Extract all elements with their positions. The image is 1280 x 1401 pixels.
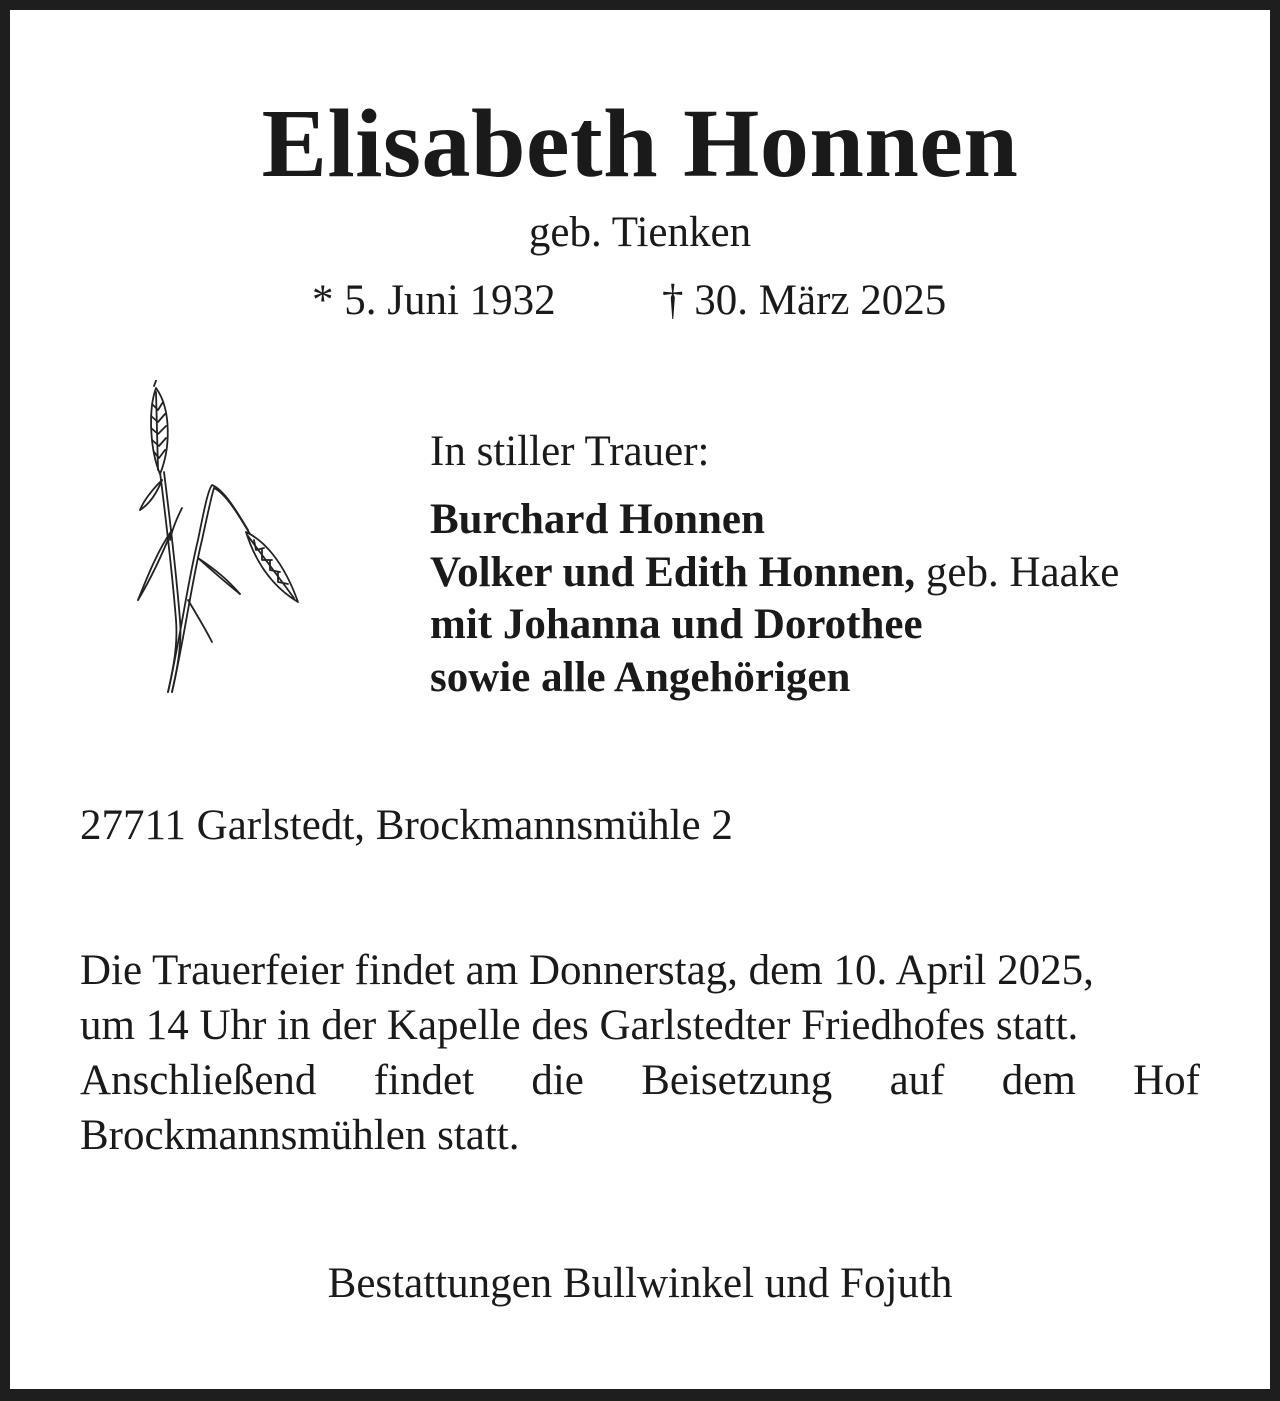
ceremony-text (80, 943, 1200, 1163)
mourner-maiden-name: geb. Haake (915, 548, 1120, 596)
deceased-name: Elisabeth Honnen (261, 90, 1019, 198)
ceremony-line-4: Brockmannsmühlen statt. (80, 1112, 520, 1159)
ceremony-word: auf (889, 1057, 945, 1104)
ceremony-word: findet (373, 1057, 475, 1104)
mourner-line-4 (430, 652, 1119, 705)
ceremony-line-2: um 14 Uhr in der Kapelle des Garlstedter Friedhofes statt. (80, 1002, 1079, 1049)
mourner-line-1 (430, 494, 1119, 547)
undertaker: Bestattungen Bullwinkel und Fojuth (327, 1260, 953, 1307)
mourner-line-2 (430, 547, 1119, 600)
mourner-name-2: Volker und Edith Honnen, (430, 548, 916, 596)
wheat-ears-icon (128, 380, 308, 700)
birth-date: * 5. Juni 1932 (312, 277, 556, 324)
mourner-name-3: mit Johanna und Dorothee (430, 601, 923, 648)
mourning-block (430, 426, 1119, 704)
mourner-name-1: Burchard Honnen (430, 496, 765, 543)
ceremony-line-3 (80, 1053, 1200, 1108)
death-date: † 30. März 2025 (662, 277, 947, 324)
ceremony-line-1: Die Trauerfeier findet am Donnerstag, dem 10. April 2025, (80, 947, 1094, 994)
mourning-intro: In stiller Trauer: (430, 428, 710, 475)
ceremony-word: Anschließend (80, 1057, 317, 1104)
ceremony-word: dem (1001, 1057, 1076, 1104)
mourner-line-3 (430, 599, 1119, 652)
ceremony-word: Hof (1133, 1057, 1200, 1104)
ceremony-word: die (531, 1057, 584, 1104)
ceremony-word: Beisetzung (641, 1057, 833, 1104)
address: 27711 Garlstedt, Brockmannsmühle 2 (80, 802, 733, 849)
maiden-name: geb. Tienken (528, 209, 752, 256)
mourner-name-4: sowie alle Angehörigen (430, 653, 851, 701)
